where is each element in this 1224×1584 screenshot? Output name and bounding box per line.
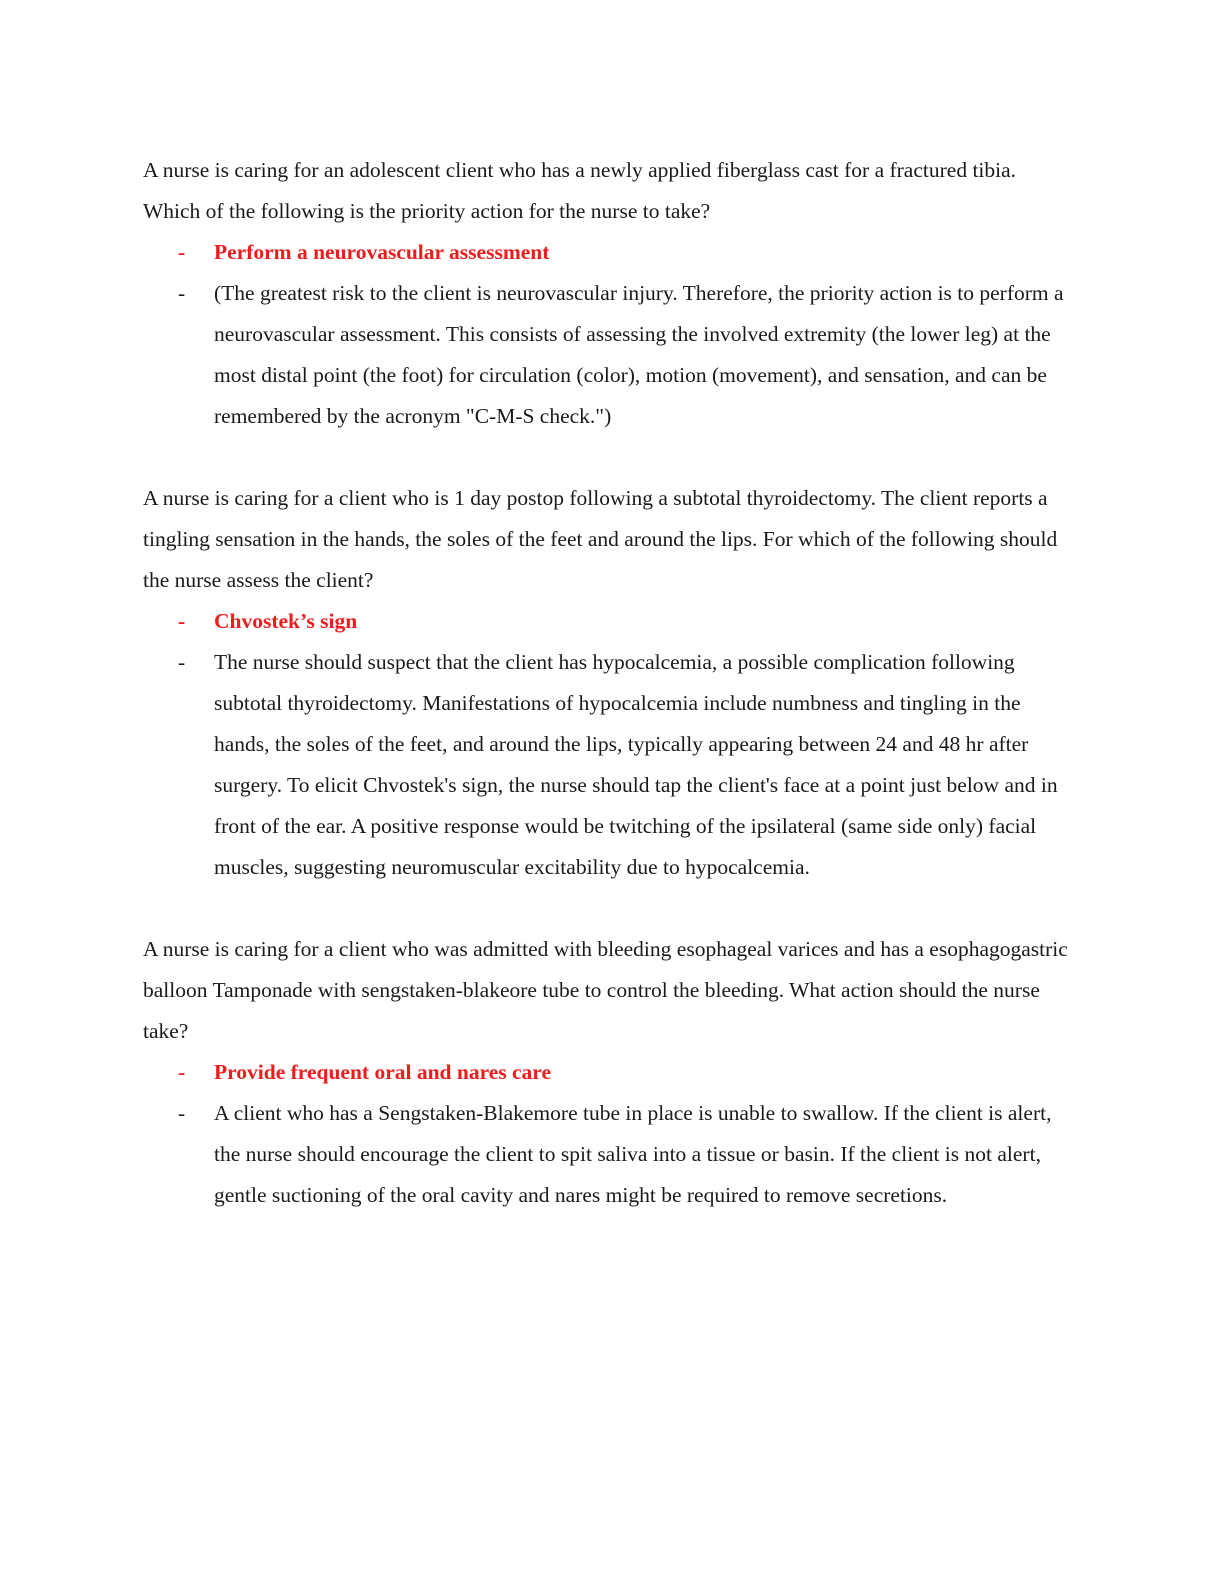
question-block-3 [143, 929, 1073, 1216]
question-text: A nurse is caring for a client who is 1 day postop following a subtotal thyroidectomy. The client reports a tingling sensation in the hands, the soles of the feet and around the lips. For which of the following should the nurse assess the client? [143, 486, 1058, 592]
correct-answer [143, 1052, 1073, 1093]
dash-bullet: - [178, 281, 186, 305]
question-block-2 [143, 478, 1073, 888]
correct-answer-text: Perform a neurovascular assessment [214, 240, 550, 264]
dash-bullet: - [178, 650, 186, 674]
question-text: A nurse is caring for an adolescent client who has a newly applied fiberglass cast for a fractured tibia. Which of the following is the priority action for the nurse to take? [143, 158, 1017, 223]
document-page [143, 150, 1073, 1257]
dash-bullet: - [178, 609, 186, 633]
dash-bullet: - [178, 240, 186, 264]
answer-list [143, 232, 1073, 437]
rationale [143, 1093, 1073, 1216]
correct-answer [143, 232, 1073, 273]
rationale-text: (The greatest risk to the client is neurovascular injury. Therefore, the priority action is to perform a neurovascular assessment. This consists of assessing the involved extremity (the lower leg) at the most distal point (the foot) for circulation (color), motion (movement), and sensation, and can be remembered by the acronym "C-M-S check.") [214, 281, 1064, 428]
dash-bullet: - [178, 1060, 186, 1084]
question-text: A nurse is caring for a client who was admitted with bleeding esophageal varices and has a esophagogastric balloon Tamponade with sengstaken-blakeore tube to control the bleeding. What action should the nurse take? [143, 937, 1068, 1043]
rationale [143, 642, 1073, 888]
dash-bullet: - [178, 1101, 186, 1125]
answer-list [143, 1052, 1073, 1216]
correct-answer [143, 601, 1073, 642]
rationale-text: A client who has a Sengstaken-Blakemore tube in place is unable to swallow. If the client is alert, the nurse should encourage the client to spit saliva into a tissue or basin. If the client is not alert, gentle suctioning of the oral cavity and nares might be required to remove secretions. [214, 1101, 1052, 1207]
rationale [143, 273, 1073, 437]
correct-answer-text: Chvostek’s sign [214, 609, 358, 633]
correct-answer-text: Provide frequent oral and nares care [214, 1060, 552, 1084]
answer-list [143, 601, 1073, 888]
rationale-text: The nurse should suspect that the client has hypocalcemia, a possible complication following subtotal thyroidectomy. Manifestations of hypocalcemia include numbness and tingling in the hands, the soles of the feet, and around the lips, typically appearing between 24 and 48 hr after surgery. To elicit Chvostek's sign, the nurse should tap the client's face at a point just below and in front of the ear. A positive response would be twitching of the ipsilateral (same side only) facial muscles, suggesting neuromuscular excitability due to hypocalcemia. [214, 650, 1058, 879]
question-block-1 [143, 150, 1073, 437]
